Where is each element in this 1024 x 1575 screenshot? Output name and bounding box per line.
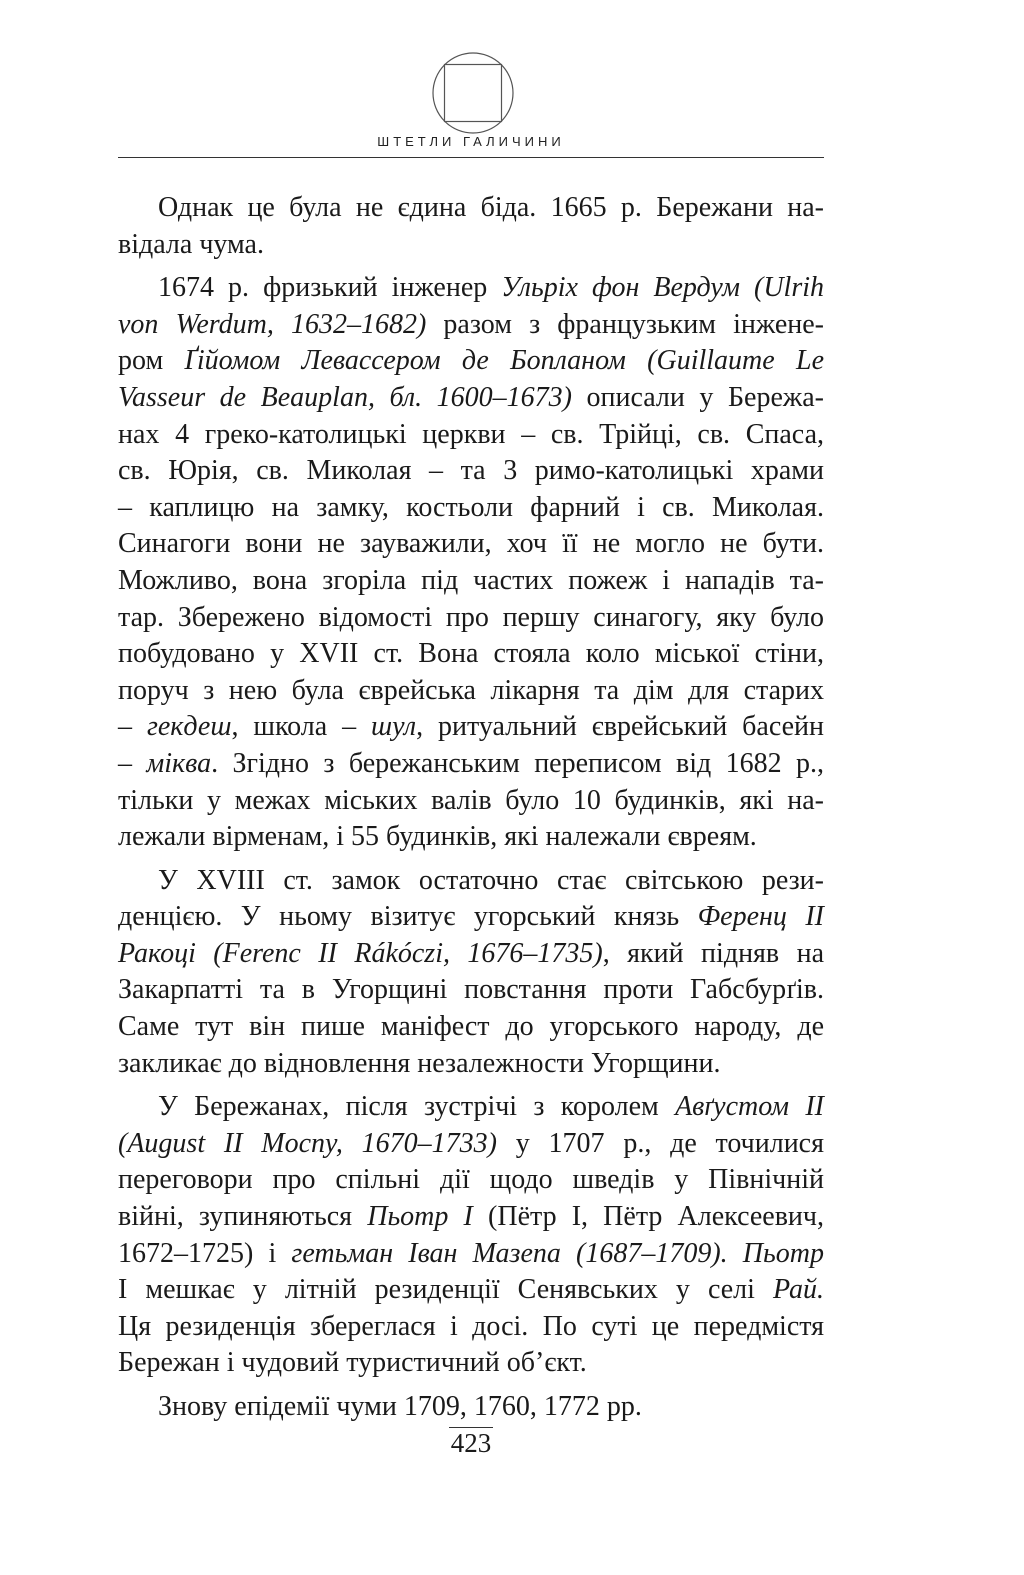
italic-text: гетьман Іван Мазепа (1687–1709). Пьотр [291, 1237, 824, 1269]
text-segment: Бережан і чудовий туристичний об’єкт. [118, 1347, 587, 1379]
text-segment: переговори про спільні дії щодо шведів у Північній [118, 1164, 824, 1196]
text-segment: , який підняв на [602, 937, 824, 969]
text-line [118, 1162, 824, 1199]
text-line [118, 636, 824, 673]
text-segment: – [118, 747, 147, 779]
italic-text: Ференц II [697, 901, 824, 933]
text-segment: відала чума. [118, 228, 264, 260]
italic-text: міква [146, 747, 212, 779]
text-segment: (Пётр I, Пётр Алексеевич, [472, 1201, 824, 1233]
text-segment: 1674 р. фризький інженер [158, 272, 502, 304]
text-segment: Знову епідемії чуми 1709, 1760, 1772 рр. [158, 1391, 642, 1422]
text-line [118, 1126, 824, 1163]
text-segment: 1672–1725) і [118, 1237, 292, 1269]
text-line [118, 709, 824, 746]
text-segment: I мешкає у літній резиденції Сенявських у селі [118, 1274, 773, 1306]
text-segment: . Згідно з бережанським переписом від 1682 р., [211, 747, 825, 779]
running-head-title: ШТЕТЛИ ГАЛИЧИНИ [377, 134, 565, 149]
text-segment: – [118, 711, 147, 743]
italic-text: (August II Mocny, 1670–1733) [118, 1127, 498, 1159]
text-line [118, 1236, 824, 1273]
text-line [118, 1389, 824, 1426]
header-divider [118, 157, 824, 158]
text-segment: Однак це була не єдина біда. 1665 р. Бережани на- [158, 192, 824, 223]
italic-text: von Werdum, 1632–1682) [118, 308, 427, 340]
text-segment: , ритуальний єврейський басейн [416, 711, 824, 743]
text-segment: У XVIII ст. замок остаточно стає світською рези- [158, 864, 824, 896]
text-segment: – каплицю на замку, костьоли фарний і св. Миколая. [118, 491, 824, 523]
text-segment: лежали вірменам, і 55 будинків, які належали євреям. [118, 821, 757, 853]
page-number [118, 1428, 824, 1459]
text-line [118, 1272, 824, 1309]
text-segment: У Бережанах, після зустрічі з королем [158, 1091, 676, 1123]
italic-text: гекдеш [146, 711, 232, 743]
text-line [118, 1089, 824, 1126]
italic-text: Ґійомом Левассером де Бопланом (Guillaume Le [184, 345, 825, 377]
text-line [118, 1199, 824, 1236]
text-segment: Саме тут він пише маніфест до угорського народу, де [118, 1011, 824, 1043]
text-line [118, 863, 824, 900]
text-segment: денцією. У ньому візитує угорський князь [118, 901, 698, 933]
text-line [118, 1009, 824, 1046]
text-segment: закликає до відновлення незалежности Угорщини. [118, 1047, 721, 1079]
text-line [118, 1046, 824, 1083]
text-line [118, 307, 824, 344]
text-segment: Синагоги вони не зауважили, хоч її не могло не бути. [118, 528, 824, 560]
text-line [118, 819, 824, 856]
text-line [118, 227, 824, 264]
text-line [118, 190, 824, 227]
text-line [118, 380, 824, 417]
text-line [118, 746, 824, 783]
paragraph-spacer [118, 263, 824, 270]
text-segment: Закарпатті та в Угорщині повстання проти Габсбурґів. [118, 974, 824, 1006]
text-line [118, 1309, 824, 1346]
circle-square-emblem-icon [430, 50, 516, 136]
text-line [118, 270, 824, 307]
paragraph-spacer [118, 1082, 824, 1089]
italic-text: Рай. [772, 1274, 824, 1306]
paragraph-spacer [118, 1382, 824, 1389]
body-text [118, 190, 824, 1426]
text-line [118, 526, 824, 563]
text-line [118, 936, 824, 973]
text-line [118, 899, 824, 936]
text-segment: у 1707 р., де точилися [497, 1127, 824, 1159]
italic-text: Ульріх фон Вердум (Ulrih [501, 272, 824, 304]
text-line [118, 490, 824, 527]
paragraph-spacer [118, 856, 824, 863]
text-segment: війні, зупиняються [118, 1201, 368, 1233]
text-line [118, 972, 824, 1009]
page-number-label: 423 [450, 1428, 492, 1458]
text-line [118, 343, 824, 380]
text-line [118, 453, 824, 490]
text-segment: ром [118, 345, 185, 377]
text-line [118, 600, 824, 637]
italic-text: Vasseur de Beauplan, бл. 1600–1673) [118, 381, 572, 413]
italic-text: Пьотр I [367, 1201, 473, 1233]
text-segment: тар. Збережено відомості про першу синагогу, яку було [118, 601, 824, 633]
italic-text: Ракоці (Ferenc II Rákóczi, 1676–1735) [118, 937, 603, 969]
text-segment: разом з французьким інжене- [426, 308, 824, 340]
text-segment: тільки у межах міських валів було 10 будинків, які на- [118, 784, 824, 816]
text-segment: , школа – [231, 711, 372, 743]
text-segment: побудовано у XVII ст. Вона стояла коло міської стіни, [118, 638, 824, 670]
text-segment: нах 4 греко-католицькі церкви – св. Трійці, св. Спаса, [118, 418, 824, 450]
text-line [118, 563, 824, 600]
text-line [118, 783, 824, 820]
text-line [118, 417, 824, 454]
text-segment: Ця резиденція збереглася і досі. По суті це передмістя [118, 1310, 824, 1342]
text-segment: поруч з нею була єврейська лікарня та дім для старих [118, 674, 824, 706]
text-segment: описали у Бережа- [571, 381, 824, 413]
text-line [118, 673, 824, 710]
italic-text: Авґустом II [675, 1091, 824, 1123]
italic-text: шул [371, 711, 417, 743]
text-segment: св. Юрія, св. Миколая – та 3 римо-католицькі храми [118, 455, 824, 487]
text-segment: Можливо, вона згоріла під частих пожеж і нападів та- [118, 564, 824, 596]
text-line [118, 1345, 824, 1382]
